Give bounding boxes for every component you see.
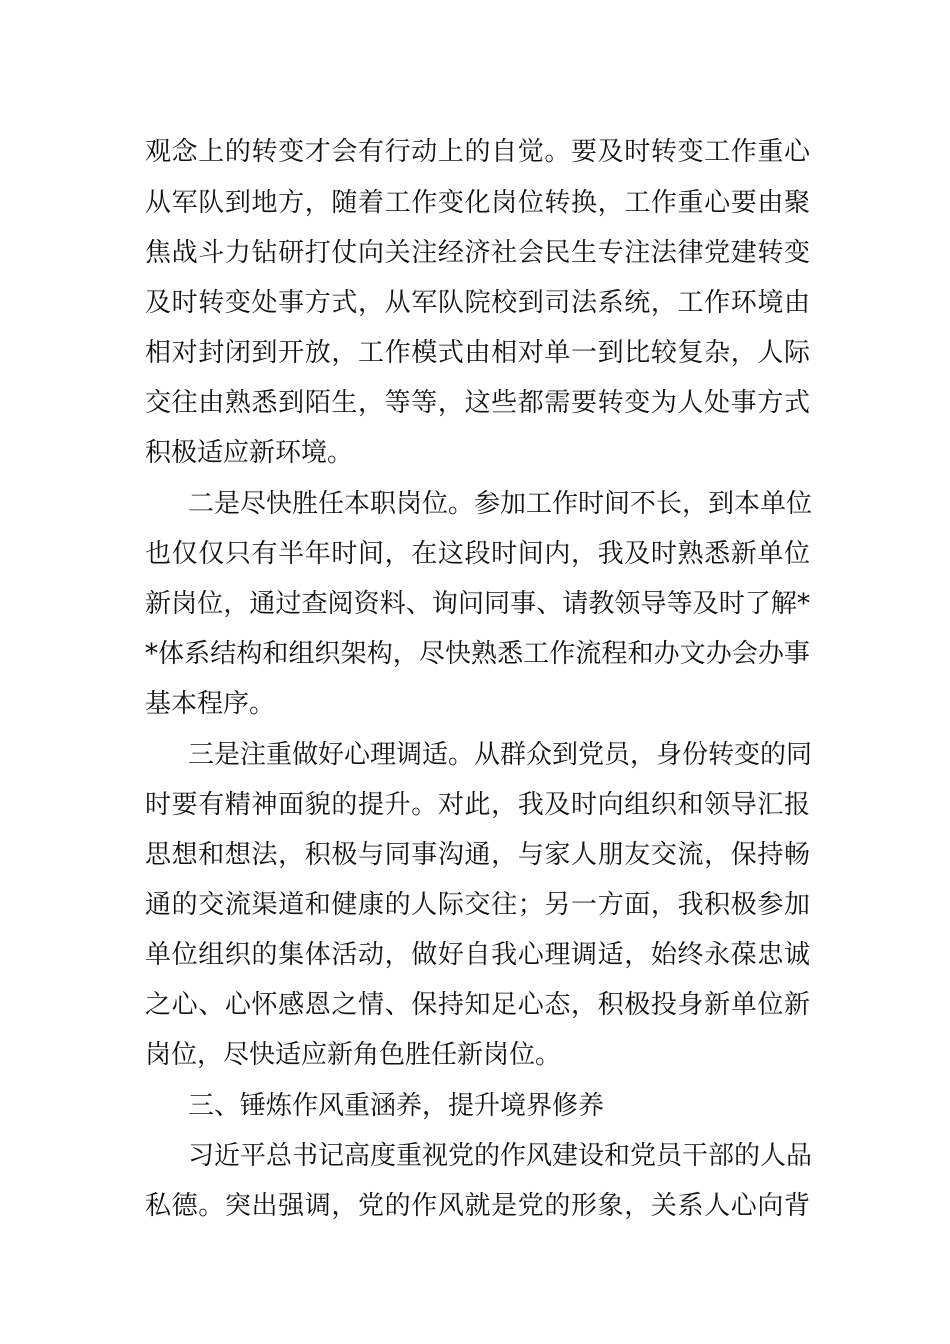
- text-line: 单位组织的集体活动，做好自我心理调适，始终永葆忠诚: [145, 940, 810, 970]
- text-line: 新岗位，通过查阅资料、询问同事、请教领导等及时了解*: [145, 589, 810, 619]
- text-line: 岗位，尽快适应新角色胜任新岗位。: [145, 1040, 562, 1070]
- paragraph-start-line: 习近平总书记高度重视党的作风建设和党员干部的人品: [188, 1141, 813, 1171]
- text-line: 之心、心怀感恩之情、保持知足心态，积极投身新单位新: [145, 990, 810, 1020]
- text-line: 交往由熟悉到陌生，等等，这些都需要转变为人处事方式: [145, 388, 810, 418]
- text-line: 观念上的转变才会有行动上的自觉。要及时转变工作重心: [145, 137, 810, 167]
- text-line: 基本程序。: [145, 689, 276, 719]
- text-line: *体系结构和组织架构，尽快熟悉工作流程和办文办会办事: [145, 639, 810, 669]
- text-line: 相对封闭到开放，工作模式由相对单一到比较复杂，人际: [145, 338, 810, 368]
- text-line: 通的交流渠道和健康的人际交往；另一方面，我积极参加: [145, 890, 810, 920]
- text-line: 焦战斗力钻研打仗向关注经济社会民生专注法律党建转变: [145, 238, 810, 268]
- text-line: 私德。突出强调，党的作风就是党的形象，关系人心向背: [145, 1191, 810, 1221]
- paragraph-start-line: 二是尽快胜任本职岗位。参加工作时间不长，到本单位: [188, 489, 813, 519]
- section-heading: 三、锤炼作风重涵养，提升境界修养: [188, 1091, 605, 1121]
- text-line: 积极适应新环境。: [145, 438, 354, 468]
- text-line: 思想和想法，积极与同事沟通，与家人朋友交流，保持畅: [145, 840, 810, 870]
- text-line: 及时转变处事方式，从军队院校到司法系统，工作环境由: [145, 288, 810, 318]
- paragraph-start-line: 三是注重做好心理调适。从群众到党员，身份转变的同: [188, 740, 813, 770]
- text-line: 从军队到地方，随着工作变化岗位转换，工作重心要由聚: [145, 188, 810, 218]
- text-line: 时要有精神面貌的提升。对此，我及时向组织和领导汇报: [145, 790, 810, 820]
- text-line: 也仅仅只有半年时间，在这段时间内，我及时熟悉新单位: [145, 539, 810, 569]
